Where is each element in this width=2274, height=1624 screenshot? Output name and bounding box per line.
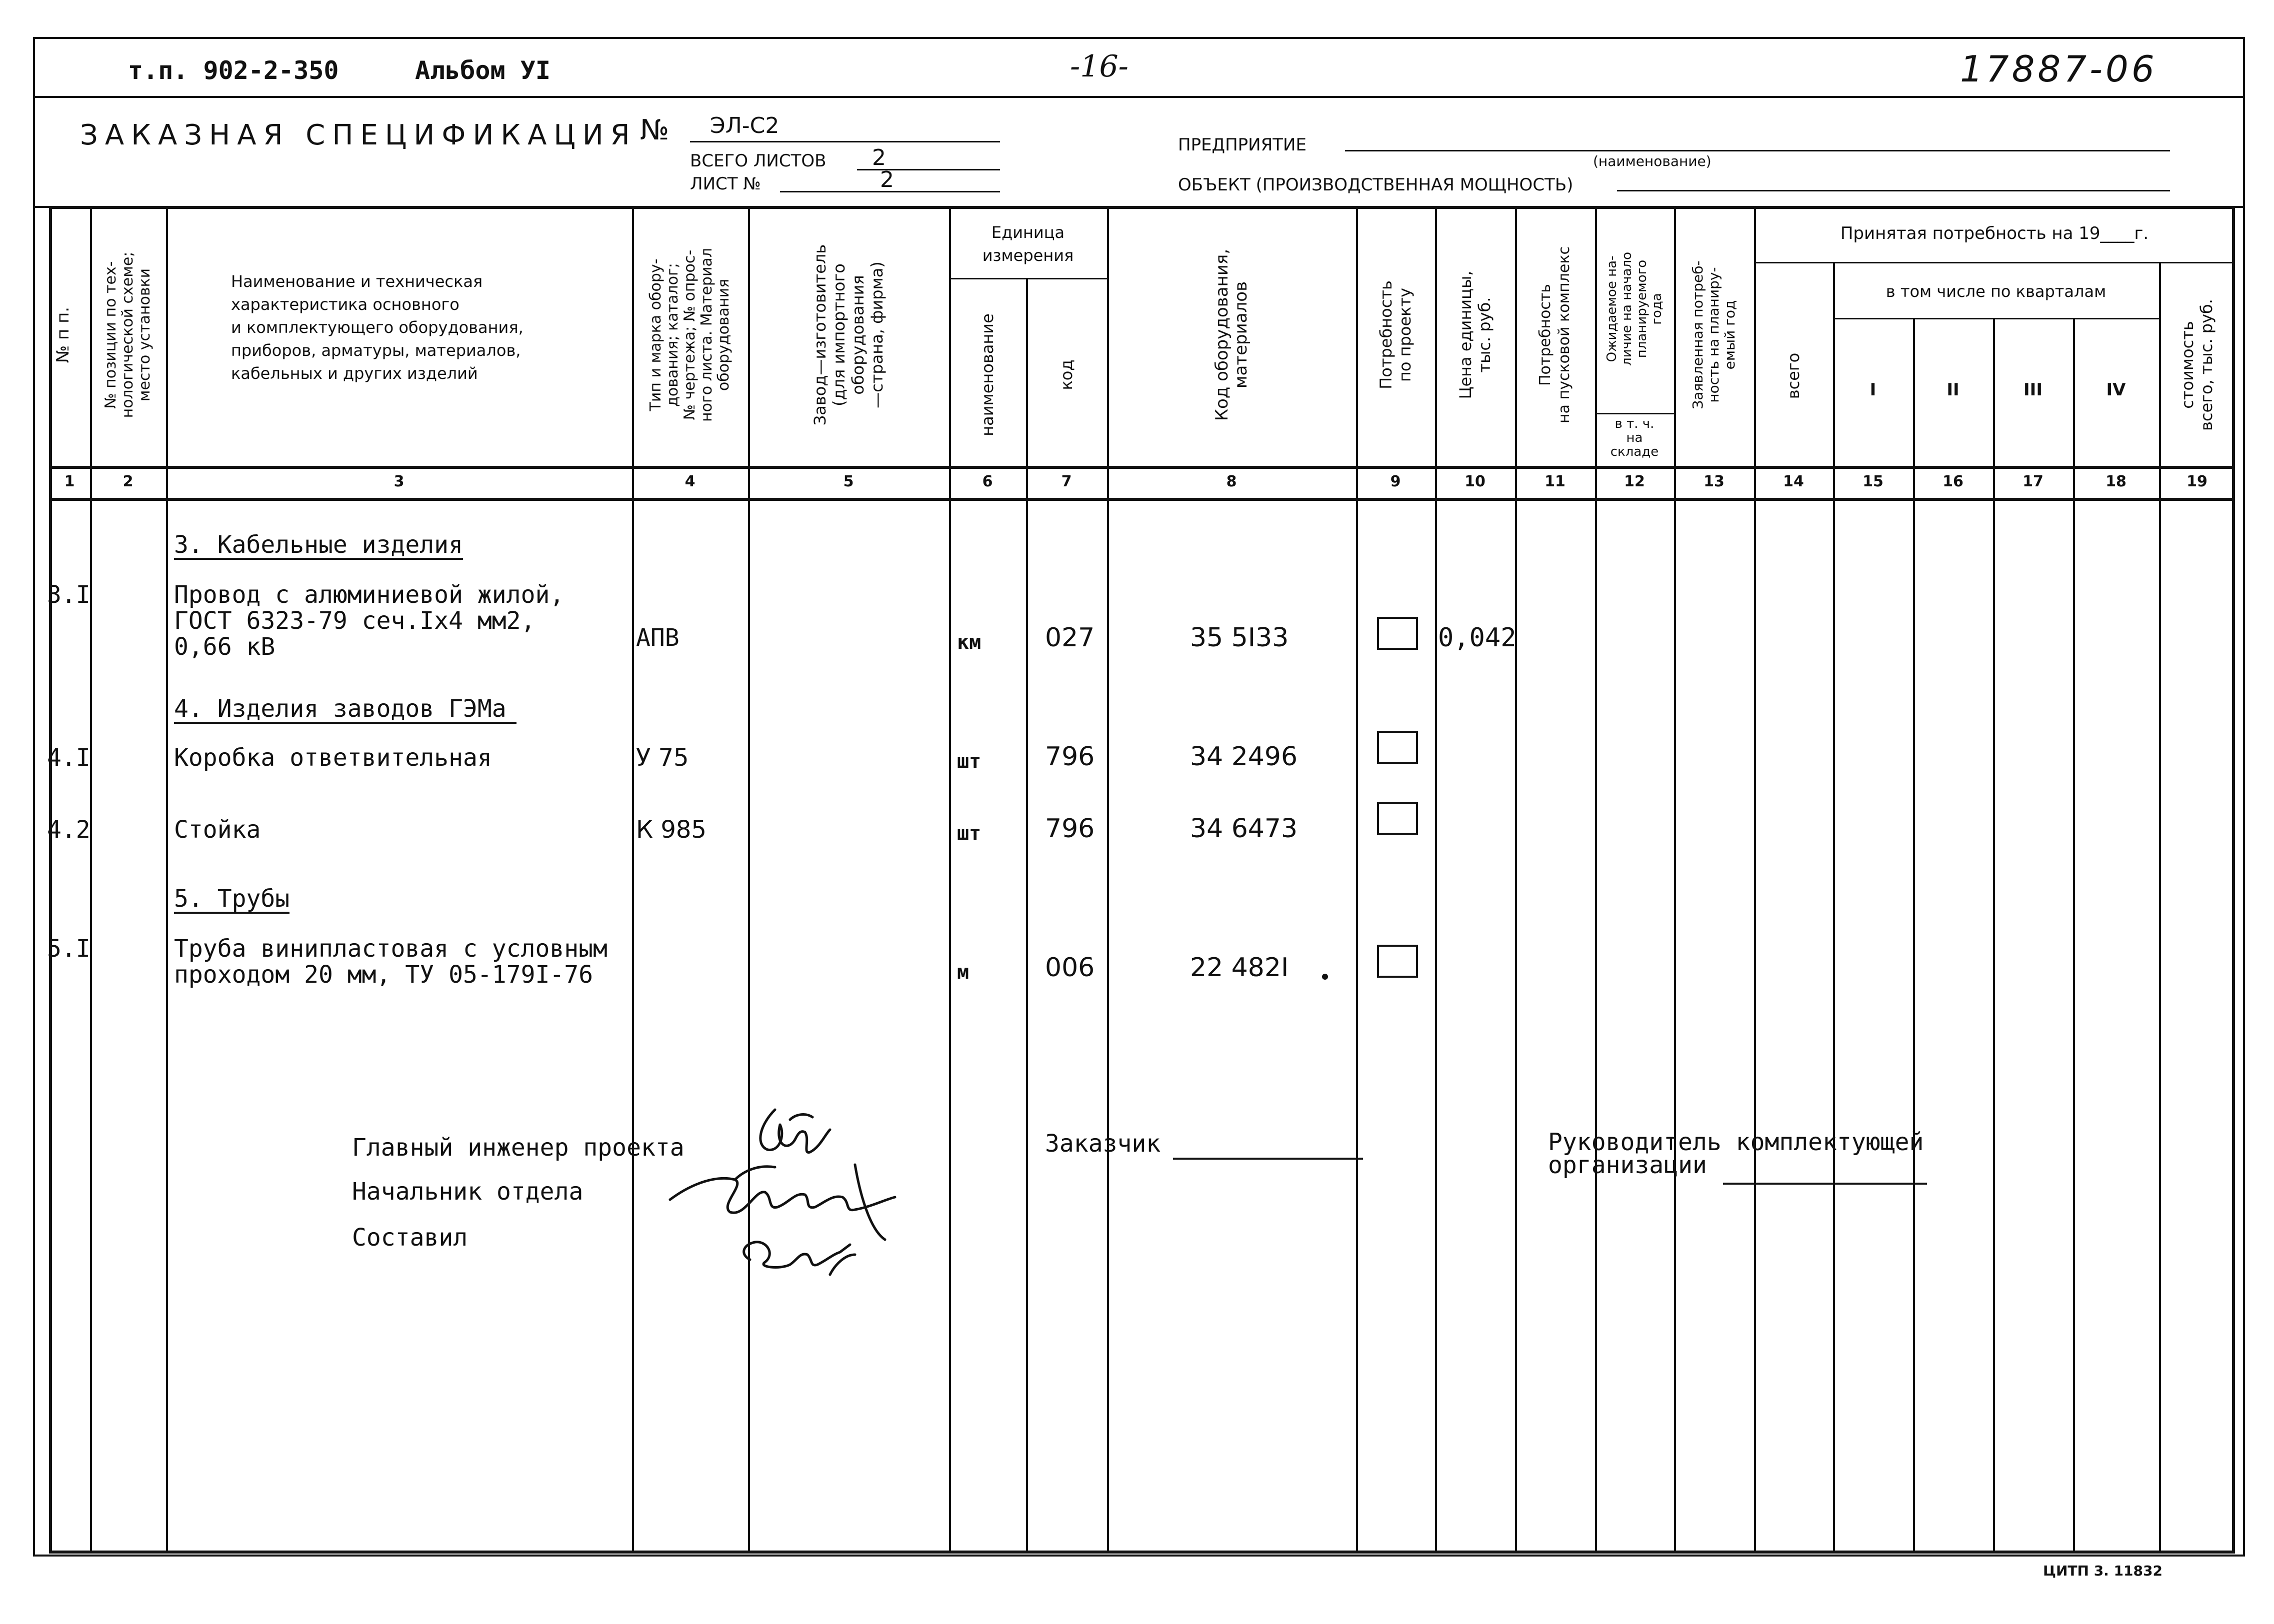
row-unit-code: 027 xyxy=(1045,623,1095,653)
row-type: АПВ xyxy=(636,624,680,652)
col-line xyxy=(2159,262,2161,1554)
col-number-8: 8 xyxy=(1226,473,1237,490)
column-numbers-bottom xyxy=(49,498,2235,501)
col-header-9: Потребность по проекту xyxy=(1376,280,1414,389)
col-header-10: Цена единицы, тыс. руб. xyxy=(1456,270,1494,399)
column-numbers-top xyxy=(49,466,2235,469)
row-unit-code: 796 xyxy=(1045,814,1095,844)
col-number-14: 14 xyxy=(1783,473,1804,490)
quarters-group-divider xyxy=(1833,318,2159,319)
object-field xyxy=(1617,170,2170,191)
col-line xyxy=(1107,206,1109,1554)
col-header-2: № позиции по тех- нологической схеме; место установки xyxy=(102,251,154,418)
section-heading: 4. Изделия заводов ГЭМа xyxy=(174,696,516,724)
row-name: Труба винипластовая с условным проходом 20 мм, ТУ 05-179I-76 xyxy=(174,935,608,989)
col-header-12-sub: в т. ч. на складе xyxy=(1610,416,1659,459)
supplier-head-label: Руководитель комплектующей организации xyxy=(1548,1128,1924,1179)
compiled-label: Составил xyxy=(352,1224,468,1252)
unit-group-divider xyxy=(949,278,1107,279)
accepted-group-header: Принятая потребность на 19____г. xyxy=(1840,223,2149,243)
col-line xyxy=(90,206,92,1554)
col-header-7: код xyxy=(1057,359,1076,390)
quantity-box xyxy=(1377,802,1418,835)
col-line xyxy=(1833,262,1835,1554)
row-unit: шт xyxy=(957,750,982,773)
row-unit: м xyxy=(957,961,970,984)
col-line xyxy=(632,206,634,1554)
col-line xyxy=(1435,206,1437,1554)
col-line xyxy=(1595,206,1597,1554)
col-header-4: Тип и марка обору- дования; каталог; № чертежа; № опрос- ного листа. Материал оборудования xyxy=(647,247,732,422)
col-header-13: Заявленная потреб- ность на планиру- емый год xyxy=(1690,260,1738,409)
row-type: У 75 xyxy=(636,744,689,772)
spec-number-value xyxy=(690,113,1000,142)
row-price: 0,042 xyxy=(1438,623,1516,653)
dot-mark xyxy=(1322,974,1328,980)
col-number-15: 15 xyxy=(1862,473,1884,490)
sheet-label: ЛИСТ № xyxy=(690,174,761,194)
col-number-6: 6 xyxy=(982,473,993,490)
col-line xyxy=(166,206,168,1554)
col-number-7: 7 xyxy=(1061,473,1072,490)
row-unit-code: 796 xyxy=(1045,742,1095,772)
enterprise-field xyxy=(1345,130,2170,151)
handwritten-signatures xyxy=(660,1105,920,1295)
col-header-8: Код оборудования, материалов xyxy=(1212,248,1251,421)
row-unit-code: 006 xyxy=(1045,953,1095,983)
album-label: Альбом УI xyxy=(415,56,550,85)
col-line xyxy=(1913,318,1915,1554)
col-number-16: 16 xyxy=(1942,473,1964,490)
sheet-value: 2 xyxy=(880,167,894,192)
row-name: Коробка ответвительная xyxy=(174,744,492,772)
col-line xyxy=(2073,318,2075,1554)
col-number-3: 3 xyxy=(394,473,404,490)
object-label: ОБЪЕКТ (ПРОИЗВОДСТВЕННАЯ МОЩНОСТЬ) xyxy=(1178,175,1574,195)
spec-number-label: № xyxy=(640,114,670,146)
col-header-12: Ожидаемое на- личие на начало планируемого года xyxy=(1604,252,1664,366)
quantity-box xyxy=(1377,945,1418,978)
doc-number: 17887-06 xyxy=(1960,48,2158,90)
row-number: 4.2 xyxy=(47,816,90,844)
col-header-16: II xyxy=(1946,380,1960,400)
row-number: 3.I xyxy=(47,581,90,609)
sheet-field xyxy=(780,167,1000,192)
col-number-5: 5 xyxy=(843,473,854,490)
chief-engineer-label: Главный инженер проекта xyxy=(352,1134,684,1162)
project-ref: т.п. 902-2-350 xyxy=(128,56,339,85)
row-equip-code: 34 2496 xyxy=(1190,742,1298,772)
sheets-total-label: ВСЕГО ЛИСТОВ xyxy=(690,151,826,171)
col-header-15: I xyxy=(1870,380,1876,400)
col-number-12: 12 xyxy=(1624,473,1645,490)
col-line xyxy=(1026,278,1028,1554)
row-equip-code: 35 5I33 xyxy=(1190,623,1289,653)
enterprise-label: ПРЕДПРИЯТИЕ xyxy=(1178,135,1306,155)
top-bar-divider xyxy=(33,96,2245,98)
col-number-18: 18 xyxy=(2106,473,2126,490)
customer-signature-line xyxy=(1173,1138,1363,1160)
c12-sub-divider xyxy=(1595,413,1674,414)
col-line xyxy=(1674,206,1676,1554)
col-header-6: наименование xyxy=(978,313,997,436)
col-line xyxy=(1754,206,1756,1554)
footer-stamp: ЦИТП 3. 11832 xyxy=(2043,1563,2162,1579)
col-header-14: всего xyxy=(1784,352,1803,399)
col-header-1: № п п. xyxy=(53,306,73,363)
col-number-1: 1 xyxy=(64,473,75,490)
col-line xyxy=(1993,318,1995,1554)
row-equip-code: 34 6473 xyxy=(1190,814,1298,844)
unit-group-header: Единица измерения xyxy=(982,223,1074,265)
row-type: К 985 xyxy=(636,816,706,844)
col-number-10: 10 xyxy=(1464,473,1486,490)
customer-label: Заказчик xyxy=(1045,1130,1161,1158)
col-header-19: стоимость всего, тыс. руб. xyxy=(2178,299,2216,431)
table-frame xyxy=(49,206,2235,1554)
col-number-19: 19 xyxy=(2186,473,2208,490)
col-header-11: Потребность на пусковой комплекс xyxy=(1536,246,1573,423)
col-header-17: III xyxy=(2024,380,2042,400)
col-number-9: 9 xyxy=(1390,473,1401,490)
row-name: Стойка xyxy=(174,816,261,844)
col-line xyxy=(1356,206,1358,1554)
row-unit: шт xyxy=(957,822,982,845)
sheets-total-value: 2 xyxy=(872,145,886,170)
spec-number-text: ЭЛ-С2 xyxy=(710,113,780,138)
col-number-2: 2 xyxy=(122,473,134,490)
row-equip-code: 22 482I xyxy=(1190,953,1289,983)
quantity-box xyxy=(1377,731,1418,764)
row-number: 4.I xyxy=(47,744,90,772)
section-heading: 3. Кабельные изделия xyxy=(174,531,463,559)
supplier-signature-line xyxy=(1723,1165,1927,1185)
col-header-5: Завод—изготовитель (для импортного оборудования —страна, фирма) xyxy=(810,244,886,426)
sheet-mark: -16- xyxy=(1070,49,1128,84)
enterprise-caption: (наименование) xyxy=(1593,153,1712,169)
row-name: Провод с алюминиевой жилой, ГОСТ 6323-79 сеч.Iх4 мм2, 0,66 кВ xyxy=(174,581,564,661)
col-number-4: 4 xyxy=(684,473,696,490)
col-number-13: 13 xyxy=(1704,473,1724,490)
quarters-group-header: в том числе по кварталам xyxy=(1886,282,2106,301)
section-heading: 5. Трубы xyxy=(174,885,290,913)
col-line xyxy=(748,206,750,1554)
col-line xyxy=(949,206,951,1554)
quantity-box xyxy=(1377,617,1418,650)
col-header-18: IV xyxy=(2106,380,2126,400)
accepted-group-divider xyxy=(1754,262,2235,263)
col-number-11: 11 xyxy=(1544,473,1566,490)
col-line xyxy=(1515,206,1517,1554)
col-number-17: 17 xyxy=(2022,473,2044,490)
col-header-3: Наименование и техническая характеристика основного и комплектующего оборудования, приборов, арматуры, материалов, кабельных и других изделий xyxy=(231,272,524,383)
row-number: 5.I xyxy=(47,935,90,963)
dept-head-label: Начальник отдела xyxy=(352,1178,584,1206)
row-unit: км xyxy=(957,631,982,654)
page-title: ЗАКАЗНАЯ СПЕЦИФИКАЦИЯ xyxy=(80,119,637,151)
